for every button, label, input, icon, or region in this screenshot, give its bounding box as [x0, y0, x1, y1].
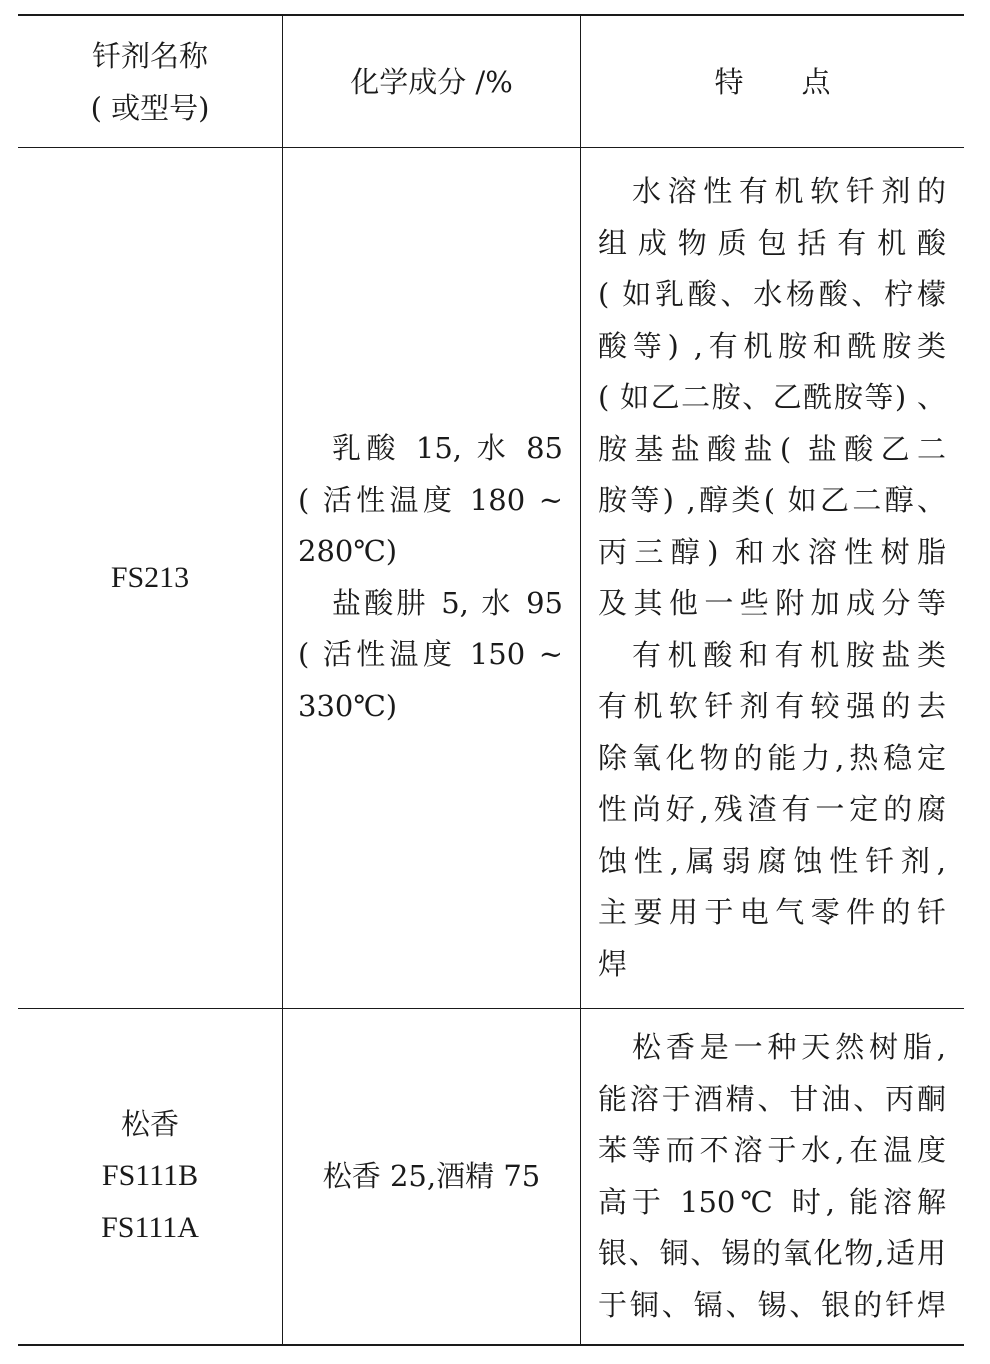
flux-table — [18, 14, 964, 1346]
row1-features: 水溶性有机软钎剂的 组成物质包括有机酸 ( 如乳酸、水杨酸、柠檬 酸等) ,有机胺和酰胺类 ( 如乙二胺、乙酰胺等) 、 胺基盐酸盐( 盐酸乙二 胺等) ,醇类( 如乙二醇、 丙三醇) 和水溶性树脂 及其他一些附加成分等 有机酸和有机胺盐类 有机软钎剂有较强的去 除氧化物的能力,热稳定 性尚好,残渣有一定的腐 蚀性,属弱腐蚀性钎剂, 主要用于电气零件的钎 焊 — [598, 174, 946, 981]
table-bottom-rule — [18, 1344, 964, 1346]
row2-composition: 松香 25,酒精 75 — [322, 1159, 541, 1194]
header-composition: 化学成分 /% — [350, 64, 513, 99]
header-features: 特 点 — [714, 64, 831, 99]
row1-flux-name: FS213 — [110, 561, 190, 594]
column-divider-1 — [282, 14, 283, 1346]
header-flux-name-line2: ( 或型号) — [90, 90, 210, 125]
row1-composition: 乳酸 15, 水 85 ( 活性温度 180 ~ 280℃) 盐酸肼 5, 水 95 ( 活性温度 150 ~ 330℃) — [298, 431, 563, 723]
row-divider — [18, 1008, 964, 1009]
header-flux-name — [18, 16, 282, 147]
row2-features: 松香是一种天然树脂, 能溶于酒精、甘油、丙酮 苯等而不溶于水,在温度 高于 150℃ 时, 能溶解 银、铜、锡的氧化物,适用 于铜、镉、锡、银的钎焊 — [598, 1030, 946, 1322]
column-divider-2 — [580, 14, 581, 1346]
row2-flux-name: 松香 FS111B FS111A — [101, 1107, 199, 1244]
header-flux-name-line1: 钎剂名称 — [91, 38, 208, 73]
